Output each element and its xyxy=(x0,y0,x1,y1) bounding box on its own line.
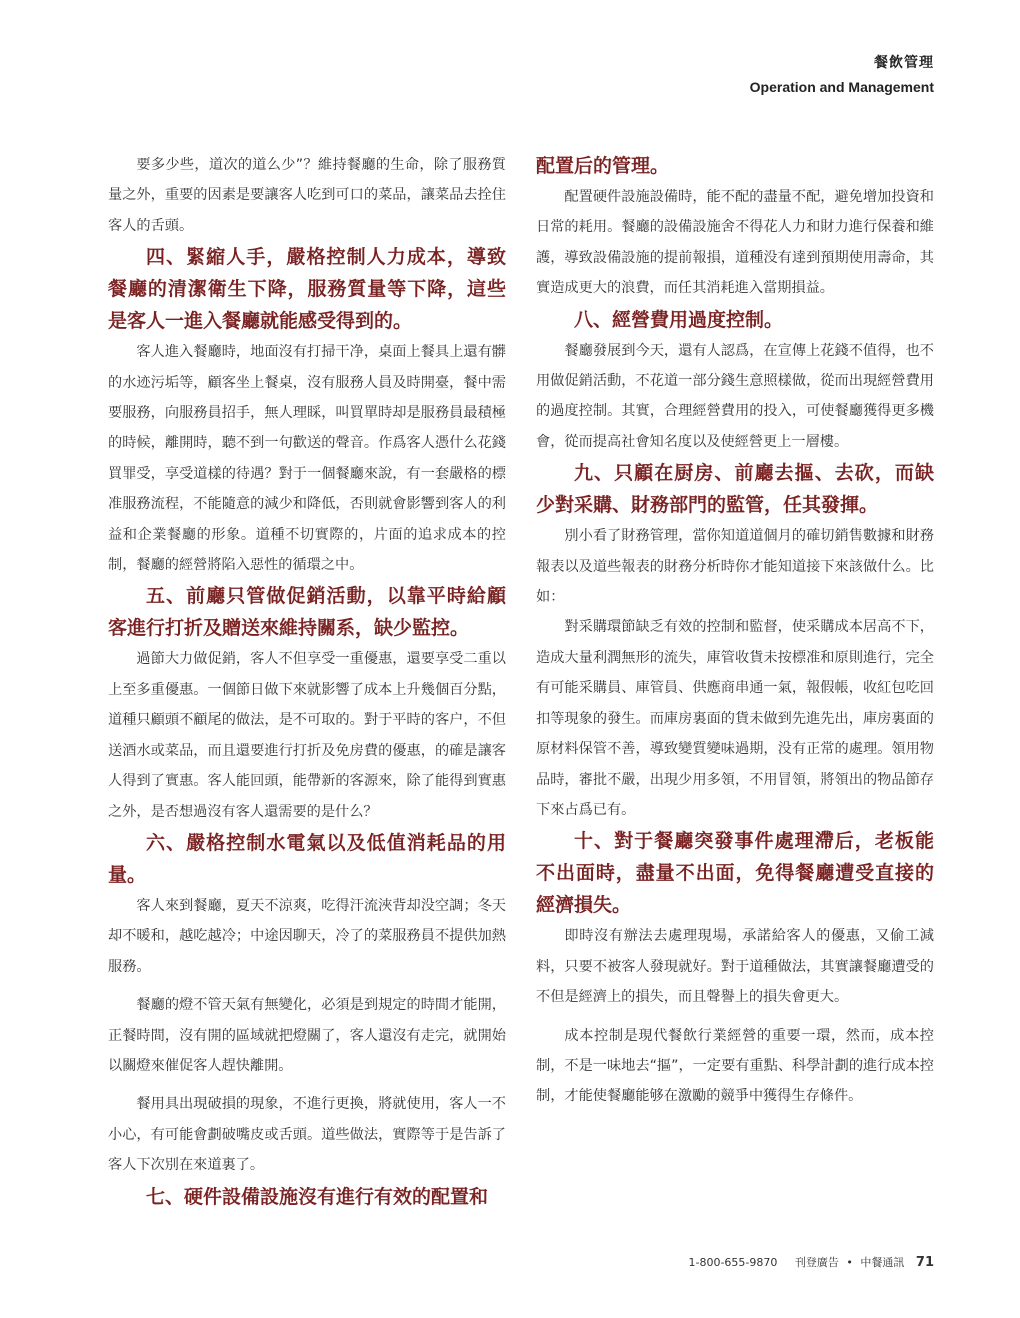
body-paragraph: 對采購環節缺乏有效的控制和監督，使采購成本居高不下，造成大量利潤無形的流失，庫管收貨未按標准和原則進行，完全有可能采購員、庫管員、供應商串通一氣，報假帳，收紅包吃回扣等現象的發生。而庫房裏面的貨未做到先進先出，庫房裏面的原材料保管不善，導致變質變味過期，没有正常的處理。領用物品時，審批不嚴，出現少用多領，不用冒領，將領出的物品節存下來占爲已有。 xyxy=(536,619,934,818)
footer-publication-name: 中餐通訊 xyxy=(860,1256,905,1269)
body-paragraph: 餐廳發展到今天，還有人認爲，在宣傳上花錢不值得，也不用做促銷活動，不花道一部分錢生意照樣做，從而出現經營費用的過度控制。其實，合理經營費用的投入，可使餐廳獲得更多機會，從而提高社會知名度以及使經營更上一層樓。 xyxy=(536,342,934,450)
body-paragraph: 客人來到餐廳，夏天不涼爽，吃得汗流浹背却没空調；冬天却不暖和，越吃越冷；中途因聊天，冷了的菜服務員不提供加熱服務。 xyxy=(108,897,506,975)
section-heading: 八、經營費用過度控制。 xyxy=(574,308,784,331)
section-heading: 配置后的管理。 xyxy=(536,155,670,177)
section-title-cn: 餐飲管理 xyxy=(874,55,934,71)
body-paragraph: 配置硬件設施設備時，能不配的盡量不配，避免增加投資和日常的耗用。餐廳的設備設施舍不得花人力和財力進行保養和維護，導致設備設施的提前報損，道種没有達到預期使用壽命，其實造成更大的浪費，而任其消耗進入當期損益。 xyxy=(536,189,934,297)
section-heading: 七、硬件設備設施沒有進行有效的配置和 xyxy=(146,1185,489,1208)
footer-phone: 1-800-655-9870 xyxy=(688,1256,778,1269)
left-column xyxy=(108,150,506,1213)
section-heading: 九、只顧在厨房、前廳去摳、去砍，而缺少對采購、財務部門的監管，任其發揮。 xyxy=(536,462,934,517)
body-paragraph: 即時沒有辦法去處理現場，承諾給客人的優惠，又偷工減料，只要不被客人發現就好。對于道種做法，其實讓餐廳遭受的不但是經濟上的損失，而且聲譽上的損失會更大。 xyxy=(536,928,934,1006)
section-heading: 五、前廳只管做促銷活動，以靠平時給顧客進行打折及贈送來維持關系，缺少監控。 xyxy=(108,585,506,640)
footer-separator: • xyxy=(846,1256,853,1269)
body-paragraph: 餐用具出現破損的現象，不進行更換，將就使用，客人一不小心，有可能會劃破嘴皮或舌頭。道些做法，實際等于是告訴了客人下次別在來道裏了。 xyxy=(108,1096,506,1174)
footer-publication-ad: 刊登廣告 xyxy=(794,1256,839,1269)
body-paragraph: 餐廳的燈不管天氣有無變化，必須是到規定的時間才能開，正餐時間，沒有開的區域就把燈關了，客人還沒有走完，就開始以關燈來催促客人趕快離開。 xyxy=(108,997,506,1074)
section-title-en: Operation and Management xyxy=(749,79,934,95)
body-paragraph: 客人進入餐廳時，地面沒有打掃干净，桌面上餐具上還有髒的水迹污垢等，顧客坐上餐桌，沒有服務人員及時開臺，餐中需要服務，向服務員招手，無人理睬，叫買單時却是服務員最積極的時候，離開時，聽不到一句歡送的聲音。作爲客人憑什么花錢買罪受，享受道樣的待遇？對于一個餐廳來說，有一套嚴格的標准服務流程，不能隨意的減少和降低，否則就會影響到客人的利益和企業餐廳的形象。道種不切實際的，片面的追求成本的控制，餐廳的經營將陷入惡性的循環之中。 xyxy=(108,344,506,574)
body-paragraph: 成本控制是現代餐飲行業經營的重要一環，然而，成本控制，不是一味地去“摳”，一定要有重點、科學計劃的進行成本控制，才能使餐廳能够在激勵的競爭中獲得生存條件。 xyxy=(536,1027,934,1105)
page-number: 71 xyxy=(915,1255,934,1270)
body-paragraph: 別小看了財務管理，當你知道道個月的確切銷售數據和財務報表以及道些報表的財務分析時你才能知道接下來該做什么。比如： xyxy=(536,528,934,606)
section-heading: 四、緊縮人手，嚴格控制人力成本，導致餐廳的清潔衛生下降，服務質量等下降，這些是客人一進入餐廳就能感受得到的。 xyxy=(108,246,506,333)
right-column xyxy=(536,150,934,1112)
section-heading: 六、嚴格控制水電氣以及低值消耗品的用量。 xyxy=(108,831,506,886)
body-paragraph: 過節大力做促銷，客人不但享受一重優惠，還要享受二重以上至多重優惠。一個節日做下來就影響了成本上升幾個百分點，道種只顧頭不顧尾的做法，是不可取的。對于平時的客户，不但送酒水或菜品，而且還要進行打折及免房費的優惠，的確是讓客人得到了實惠。客人能回頭，能帶新的客源來，除了能得到實惠之外，是否想過沒有客人還需要的是什么？ xyxy=(108,651,506,820)
section-heading: 十、對于餐廳突發事件處理滯后，老板能不出面時，盡量不出面，免得餐廳遭受直接的經濟損失。 xyxy=(536,830,934,917)
body-paragraph: 要多少些，道次的道么少”？維持餐廳的生命，除了服務質量之外，重要的因素是要讓客人吃到可口的菜品，讓菜品去拴住客人的舌頭。 xyxy=(108,157,506,234)
page-footer xyxy=(689,1254,935,1270)
page-header xyxy=(750,52,934,98)
